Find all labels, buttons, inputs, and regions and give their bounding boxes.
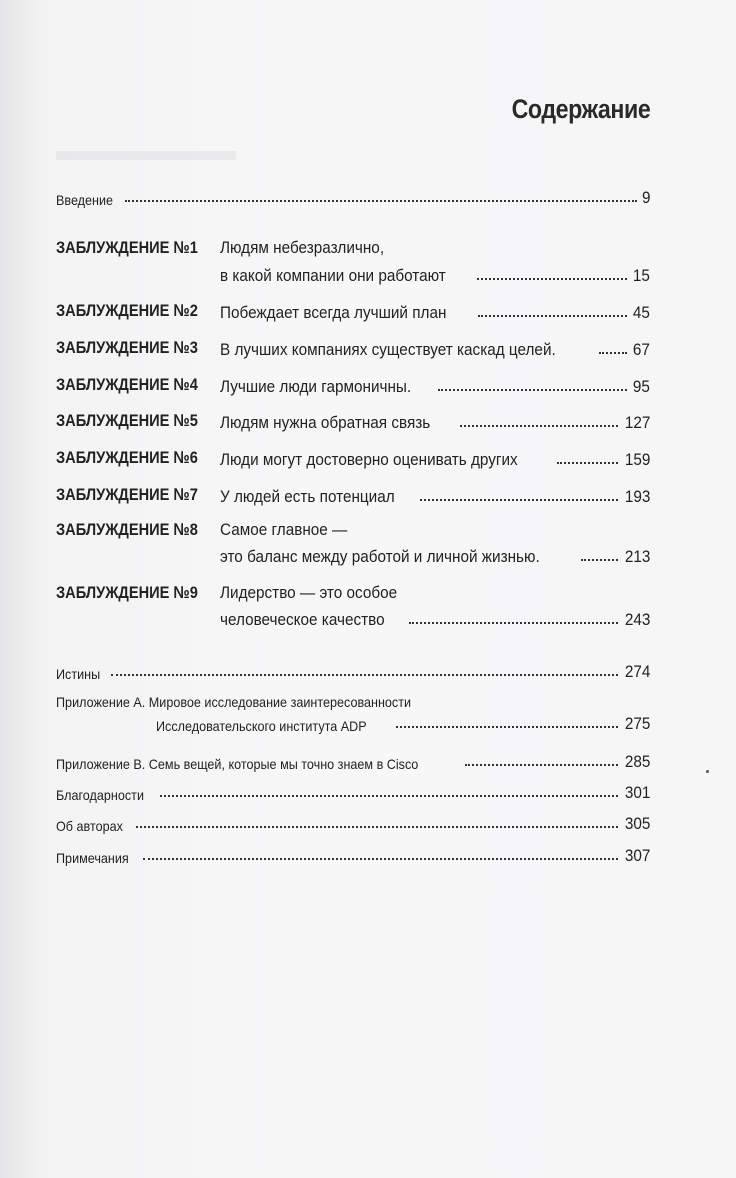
toc-entry-line: Лидерство — это особое — [220, 583, 398, 602]
toc-entry-line: Исследовательского института ADP — [156, 718, 367, 734]
myth-label: ЗАБЛУЖДЕНИЕ №3 — [56, 338, 198, 357]
leader-dots — [557, 462, 618, 464]
print-speck — [706, 770, 709, 773]
leader-dots — [599, 352, 627, 354]
toc-entry-notes[interactable] — [56, 840, 650, 866]
leader-dots — [438, 389, 627, 391]
toc-entry-acknowledgements[interactable] — [56, 777, 650, 803]
myth-label: ЗАБЛУЖДЕНИЕ №6 — [56, 448, 198, 467]
toc-entry-line: Побеждает всегда лучший план — [220, 303, 447, 322]
toc-entry-label: Благодарности — [56, 787, 144, 803]
leader-dots — [460, 425, 618, 427]
toc-entry-intro[interactable] — [56, 182, 650, 208]
toc-entry-page: 15 — [632, 266, 650, 285]
leader-dots — [143, 858, 618, 860]
leader-dots — [420, 499, 618, 501]
leader-dots — [396, 726, 618, 728]
leader-dots — [160, 795, 618, 797]
toc-entry-label: Примечания — [56, 850, 129, 866]
leader-dots — [465, 764, 618, 766]
toc-entry-line: это баланс между работой и личной жизнью. — [220, 547, 540, 566]
toc-entry-line: Людям небезразлично, — [220, 238, 385, 257]
toc-entry-line: В лучших компаниях существует каскад целей. — [220, 340, 556, 359]
myth-label: ЗАБЛУЖДЕНИЕ №2 — [56, 301, 198, 320]
toc-entry-line: Лучшие люди гармоничны. — [220, 377, 412, 396]
leader-dots — [136, 826, 617, 828]
toc-entry-page: 274 — [624, 662, 650, 681]
myth-label: ЗАБЛУЖДЕНИЕ №7 — [56, 485, 198, 504]
toc-entry-page: 95 — [632, 377, 650, 396]
myth-label: ЗАБЛУЖДЕНИЕ №9 — [56, 583, 198, 602]
myth-label: ЗАБЛУЖДЕНИЕ №1 — [56, 238, 198, 257]
toc-entry-page: 305 — [624, 814, 650, 833]
toc-entry-label: Истины — [56, 666, 101, 682]
toc-entry-page: 301 — [624, 783, 650, 802]
toc-entry-appendix-b[interactable] — [56, 746, 650, 772]
myth-label: ЗАБЛУЖДЕНИЕ №5 — [56, 411, 198, 430]
leader-dots — [581, 559, 617, 561]
bleed-through-decoration: ▬▬▬▬▬▬ — [56, 134, 236, 167]
toc-entry-page: 127 — [624, 413, 650, 432]
toc-entry-page: 45 — [632, 303, 650, 322]
myth-label: ЗАБЛУЖДЕНИЕ №8 — [56, 520, 198, 539]
leader-dots — [478, 315, 628, 317]
toc-entry-line: в какой компании они работают — [220, 266, 446, 285]
leader-dots — [125, 200, 636, 202]
toc-entry-line: Самое главное — — [220, 520, 348, 539]
toc-entry-page: 159 — [624, 450, 650, 469]
toc-entry-page: 275 — [624, 714, 650, 733]
toc-entry-page: 9 — [641, 188, 650, 207]
toc-entry-page: 285 — [624, 752, 650, 771]
leader-dots — [111, 674, 618, 676]
toc-entry-line: Люди могут достоверно оценивать других — [220, 450, 518, 469]
toc-entry-about-authors[interactable] — [56, 808, 650, 834]
leader-dots — [477, 278, 627, 280]
toc-entry-page: 213 — [624, 547, 650, 566]
toc-entry-line: Приложение А. Мировое исследование заинтересованности — [56, 694, 412, 710]
page-title: Содержание — [511, 94, 650, 124]
toc-entry-line: человеческое качество — [220, 610, 385, 629]
toc-entry-page: 193 — [624, 487, 650, 506]
toc-entry-page: 307 — [624, 846, 650, 865]
toc-entry-label: Приложение B. Семь вещей, которые мы точно знаем в Cisco — [56, 756, 419, 772]
toc-entry-truths[interactable] — [56, 656, 650, 682]
toc-entry-page: 243 — [624, 610, 650, 629]
toc-entry-line: У людей есть потенциал — [220, 487, 395, 506]
toc-entry-line: Людям нужна обратная связь — [220, 413, 431, 432]
leader-dots — [409, 622, 618, 624]
toc-entry-label: Введение — [56, 192, 114, 208]
toc-entry-label: Об авторах — [56, 818, 123, 834]
myth-label: ЗАБЛУЖДЕНИЕ №4 — [56, 375, 198, 394]
toc-entry-page: 67 — [632, 340, 650, 359]
